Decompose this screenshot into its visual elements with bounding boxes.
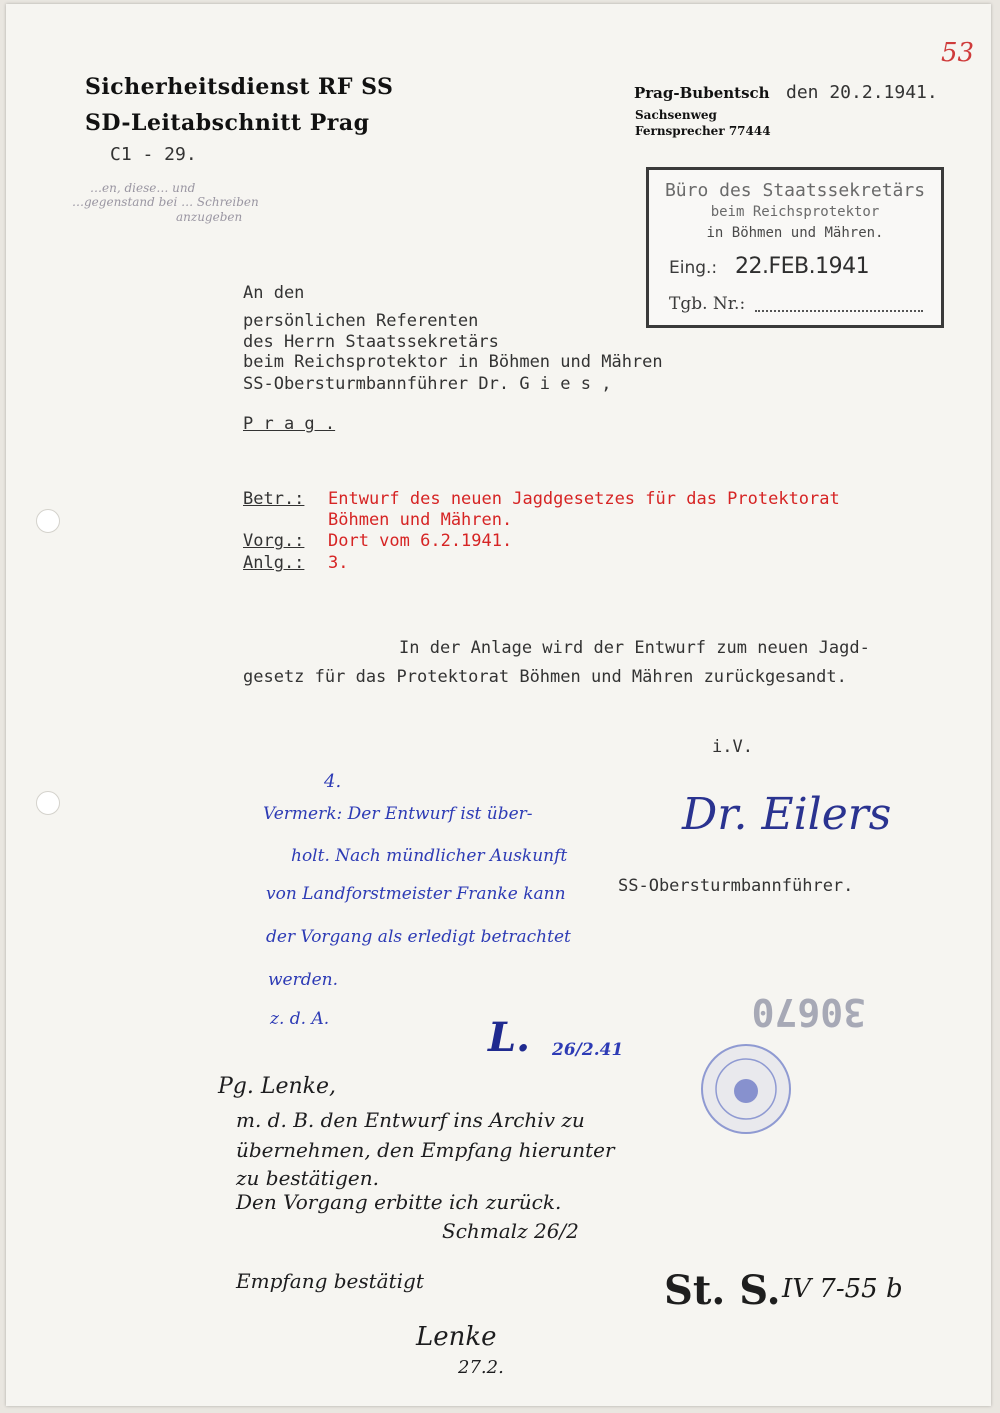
archive-number: 30670 — [751, 990, 866, 1034]
vorg-text: Dort vom 6.2.1941. — [328, 531, 513, 551]
address-line2: persönlichen Referenten — [243, 311, 479, 331]
letterhead-line1: Sicherheitsdienst RF SS — [85, 74, 394, 100]
sender-street: Sachsenweg — [635, 108, 717, 122]
iv-mark: i.V. — [712, 737, 753, 757]
document-page — [6, 4, 991, 1406]
pencil-line2: m. d. B. den Entwurf ins Archiv zu — [236, 1108, 585, 1132]
stamp-line3: in Böhmen und Mähren. — [706, 225, 884, 241]
address-line5: SS-Obersturmbannführer Dr. G i e s , — [243, 374, 612, 394]
reference-code: C1 - 29. — [110, 144, 197, 165]
note-line2: holt. Nach mündlicher Auskunft — [291, 846, 568, 866]
anlg-text: 3. — [328, 553, 349, 573]
signer-title: SS-Obersturmbannführer. — [618, 876, 854, 896]
page-number: 53 — [941, 38, 975, 68]
address-line4: beim Reichsprotektor in Böhmen und Mähren — [243, 352, 663, 372]
address-line3: des Herrn Staatssekretärs — [243, 332, 499, 352]
secret-mark-label: St. S. — [664, 1267, 781, 1314]
signature: Dr. Eilers — [682, 789, 892, 840]
punch-hole-bottom — [36, 791, 60, 815]
stamp-tgb-label: Tgb. Nr.: — [669, 294, 746, 314]
letter-date: den 20.2.1941. — [786, 82, 938, 103]
address-city: P r a g . — [243, 414, 336, 434]
round-seal-stamp — [701, 1044, 791, 1134]
note-line6: z. d. A. — [270, 1009, 330, 1029]
seal-icon — [703, 1046, 789, 1132]
anlg-label: Anlg.: — [243, 553, 305, 573]
pencil-line1: Pg. Lenke, — [218, 1074, 337, 1099]
note-line1: Vermerk: Der Entwurf ist über- — [263, 804, 533, 824]
stamp-eing-label: Eing.: — [669, 258, 718, 278]
sender-place: Prag-Bubentsch — [634, 84, 770, 102]
stamp-line2: beim Reichsprotektor — [710, 204, 880, 220]
stamp-eing-date: 22.FEB.1941 — [735, 254, 870, 279]
stamp-line1: Büro des Staatssekretärs — [664, 180, 926, 201]
pencil-line5: Den Vorgang erbitte ich zurück. — [236, 1190, 562, 1214]
note-initial: L. — [488, 1014, 531, 1061]
faded-letterhead-1: …en, diese… und — [90, 181, 196, 195]
receipt-stamp — [646, 167, 944, 328]
pencil-signature2: Lenke — [416, 1322, 497, 1352]
pencil-line4: zu bestätigen. — [236, 1166, 379, 1190]
betr-text-1: Entwurf des neuen Jagdgesetzes für das Protektorat — [328, 489, 840, 509]
betr-text-2: Böhmen und Mähren. — [328, 510, 513, 530]
body-line2: gesetz für das Protektorat Böhmen und Mähren zurückgesandt. — [243, 667, 847, 687]
pencil-signature: Schmalz 26/2 — [442, 1219, 579, 1243]
note-header: 4. — [324, 771, 342, 792]
faded-letterhead-2: …gegenstand bei … Schreiben — [72, 195, 259, 209]
address-line1: An den — [243, 283, 305, 303]
pencil-date2: 27.2. — [458, 1357, 504, 1378]
note-line3: von Landforstmeister Franke kann — [266, 884, 566, 904]
letterhead-line2: SD-Leitabschnitt Prag — [85, 110, 370, 136]
vorg-label: Vorg.: — [243, 531, 305, 551]
note-date: 26/2.41 — [552, 1040, 624, 1060]
stamp-tgb-line — [755, 310, 923, 312]
pencil-line6: Empfang bestätigt — [236, 1269, 424, 1293]
punch-hole-top — [36, 509, 60, 533]
secret-mark-number: IV 7-55 b — [782, 1274, 903, 1304]
faded-letterhead-3: anzugeben — [176, 210, 243, 224]
pencil-line3: übernehmen, den Empfang hierunter — [236, 1138, 615, 1162]
sender-phone: Fernsprecher 77444 — [635, 124, 771, 138]
betr-label: Betr.: — [243, 489, 305, 509]
note-line5: werden. — [268, 970, 339, 990]
note-line4: der Vorgang als erledigt betrachtet — [266, 927, 571, 947]
body-line1: In der Anlage wird der Entwurf zum neuen Jagd- — [399, 638, 870, 658]
